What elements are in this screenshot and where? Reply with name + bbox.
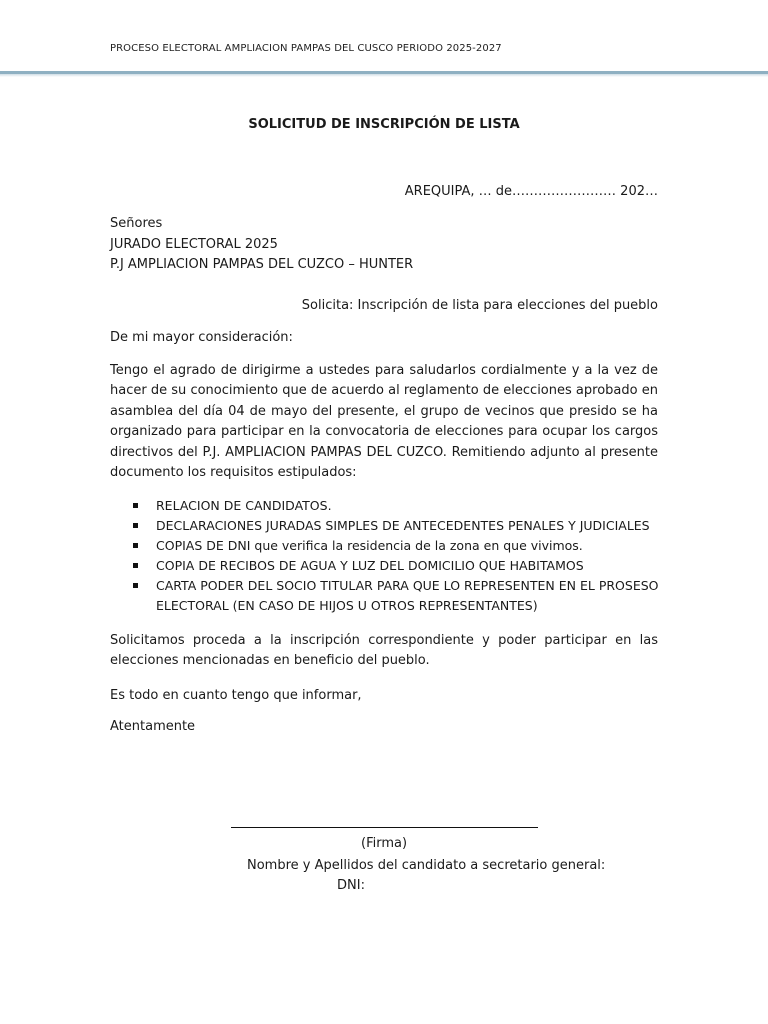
dni-label: DNI: [337,878,365,893]
page-header-text: PROCESO ELECTORAL AMPLIACION PAMPAS DEL CUSCO PERIODO 2025-2027 [110,43,502,54]
list-item: CARTA PODER DEL SOCIO TITULAR PARA QUE LO REPRESENTEN EN EL PROSESO ELECTORAL (EN CASO DE HIJOS U OTROS REPRESENTANTES) [110,576,670,616]
date-line: AREQUIPA, … de…………………… 202… [404,184,658,199]
candidate-name-label: Nombre y Apellidos del candidato a secretario general: [247,858,606,873]
list-item: COPIA DE RECIBOS DE AGUA Y LUZ DEL DOMICILIO QUE HABITAMOS [110,556,670,576]
solicita-line: Solicita: Inscripción de lista para elecciones del pueblo [301,298,658,313]
list-item: DECLARACIONES JURADAS SIMPLES DE ANTECEDENTES PENALES Y JUDICIALES [110,516,670,536]
closing-line: Es todo en cuanto tengo que informar, [110,688,362,703]
square-bullet-icon [133,583,138,588]
list-item: COPIAS DE DNI que verifica la residencia de la zona en que vivimos. [110,536,670,556]
header-divider-shadow [0,74,768,77]
body-paragraph: Tengo el agrado de dirigirme a ustedes para saludarlos cordialmente y a la vez de hacer de su conocimiento que de acuerdo al reglamento de elecciones aprobado en asamblea del día 04 de mayo del presente, el grupo de vecinos que presido se ha organizado para participar en la convocatoria de elecciones para ocupar los cargos directivos del P.J. AMPLIACION PAMPAS DEL CUZCO. Remitiendo adjunto al presente documento los requisitos estipulados: [110,363,658,481]
document-title: SOLICITUD DE INSCRIPCIÓN DE LISTA [248,117,520,132]
firma-label: (Firma) [361,836,408,851]
square-bullet-icon [133,563,138,568]
recipient-line-2: JURADO ELECTORAL 2025 [110,237,278,252]
sign-off: Atentamente [110,719,196,734]
square-bullet-icon [133,503,138,508]
closing-paragraph: Solicitamos proceda a la inscripción correspondiente y poder participar en las elecciones mencionadas en beneficio del pueblo. [110,633,658,669]
list-item: RELACION DE CANDIDATOS. [110,496,670,516]
signature-line [231,827,538,828]
square-bullet-icon [133,523,138,528]
recipient-line-1: Señores [110,216,163,231]
requirements-list [110,496,670,616]
greeting: De mi mayor consideración: [110,330,293,345]
square-bullet-icon [133,543,138,548]
recipient-line-3: P.J AMPLIACION PAMPAS DEL CUZCO – HUNTER [110,257,414,272]
